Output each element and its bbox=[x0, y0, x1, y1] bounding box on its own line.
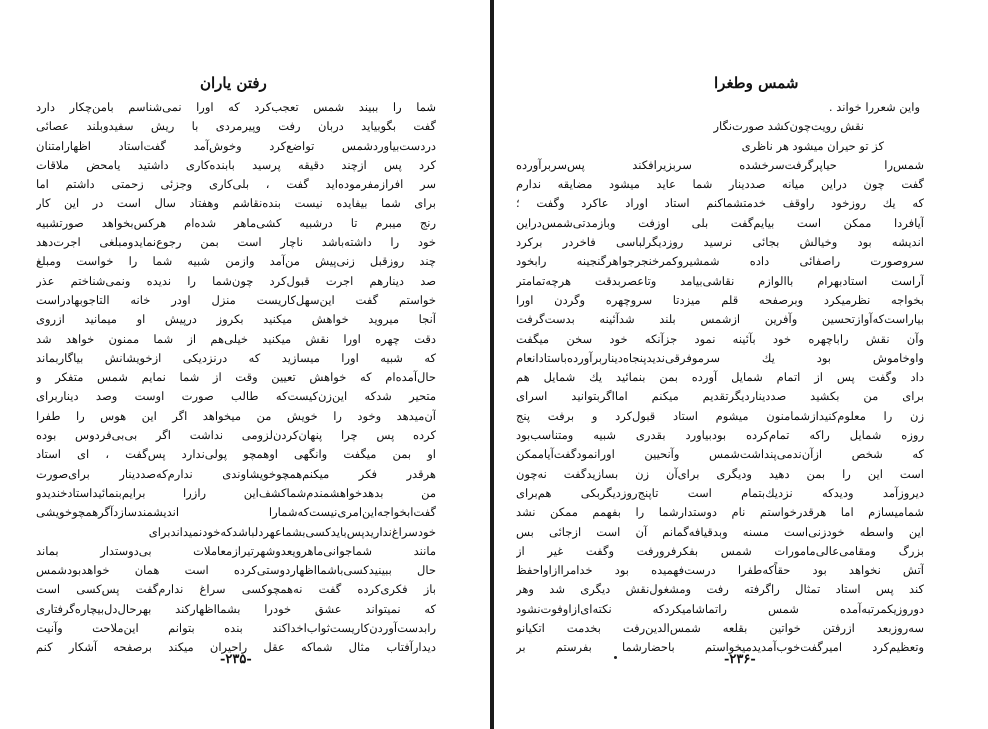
left-page bbox=[0, 0, 490, 729]
running-title: شمس وطغرا bbox=[714, 74, 799, 92]
text-line: خود را داشته‌باشد ناچار است بمن رجوع‌نمایدومبلغی اجرت‌دهد bbox=[36, 235, 436, 250]
text-line: داد وگفت پس از اتمام شمایل آورده بمن بنمائید یك شمایل هم bbox=[516, 370, 924, 385]
text-line: حال‌آمده‌ام که خواهش تعیین وقت از شما نمایم شمس متفکر و bbox=[36, 370, 436, 385]
text-line: گفت‌ابخواجه‌این‌امری‌نیست‌که‌شمارا اندیشمندسازدآگرهمچوخویشی bbox=[36, 505, 436, 520]
text-line: صد دینارهم اجرت قبول‌کرد چون‌شما را ندیده ونمی‌شناختم عذر bbox=[36, 273, 436, 288]
text-line: باز فکری‌کرده گفت نه‌همچوکسی سراغ ندارم‌گفت پس‌کسی است bbox=[36, 582, 436, 597]
text-line: آتش نخواهد بود حقاً‌که‌طفرا درست‌فهمیده بود خدامرااز‌اوا‌حفظ bbox=[516, 563, 924, 578]
text-line: کرده پس چرا پنهان‌کردن‌لزومی نداشت اگر بی‌بی‌فردوس بوده bbox=[36, 428, 436, 443]
text-line: شمس‌را حیاپرگرفت‌سرخشده سربزیرافکند پس‌سربرآورده bbox=[516, 157, 924, 172]
running-title: رفتن یاران bbox=[200, 74, 267, 92]
text-line: گفت بگوبیاید دربان رفت وپیرمردی با ریش سفیدوبلند عصائی bbox=[36, 119, 436, 134]
text-line: این واسطه خودزنی‌است مسنه وبدقیافه‌گمانم آن است ازجائی بس bbox=[516, 524, 924, 539]
text-line: آنجا میروید خواهش میکنید بکروز درپیش او میمانید ازروی bbox=[36, 312, 436, 327]
text-line: سروصورت راصفائی داده شمشیروکمرخنجرجواهرگنجینه رابخود bbox=[516, 254, 924, 269]
ink-dot bbox=[614, 656, 617, 659]
text-line: دردست‌بیاوردشمس تواضع‌کرد وخوش‌آمد گفت‌استاد اظهار‌امتنان bbox=[36, 138, 436, 153]
right-page bbox=[494, 0, 988, 729]
text-line: دیروزآمد ودیدکه نزدیك‌بتمام است تاپنج‌روزدیگربکی هم‌برای bbox=[516, 485, 924, 500]
text-line: کند پس استاد تمثال راگرفته رفت ومشغول‌نقش دیگری شد وهر bbox=[516, 582, 924, 597]
text-line: هرقدر فکر میکنم‌همچوخویشاوندی ندارم‌که‌صددینار برای‌صورت bbox=[36, 466, 436, 481]
text-line: برای من بکشید صددینار‌دیگر‌تقدیم میکنم امااگر‌بتوانید اسرای bbox=[516, 389, 924, 404]
text-line: حال ببینیدکسی‌باشمااظهاردوستی‌کرده است همان خواهدبودشمس bbox=[36, 563, 436, 578]
text-line: آن‌میدهد وخود را خویش من میخواهد اگر این هوس را طفرا bbox=[36, 408, 436, 423]
page-number: -۲۳۵- bbox=[220, 652, 252, 667]
text-line: برای شما بیفایده نیست بنده‌نقاشم وهفتاد سال است در این کار bbox=[36, 196, 436, 211]
body-text bbox=[36, 98, 436, 658]
text-line: آراست استادبهرام باالوازم نقاشی‌بیامد وتاعصربدقت هرچه‌تمامتر bbox=[516, 273, 924, 288]
text-line: که نمیتواند عشق خودرا بشمااظهار‌کند بهرحال‌دل‌بیچاره‌گرفتاری bbox=[36, 601, 436, 616]
text-line: روزه شمایل راکه تمام‌کرده بودبیاورد بقدری شبیه ومتناسب‌بود bbox=[516, 428, 924, 443]
text-line: چند روزقبل زنی‌پیش من‌آمد وازمن شبیه شما را خواست ومبلغ bbox=[36, 254, 436, 269]
text-line: دیدار‌آفتاب مثال شماکه عقل راحیران میکند برصفحه آشکار کنم bbox=[36, 640, 436, 655]
text-line: شما را ببیند شمس تعجب‌کرد که اورا نمی‌شناسم بامن‌چکار دارد bbox=[36, 100, 436, 114]
text-line: رابدست‌آوردن‌کاریست‌ثواب‌اخداکند بنده بتوانم این‌ملاحت وآنیت bbox=[36, 621, 436, 636]
text-line: وآن نقش رابا‌چهره خود بآئینه نمود جزآنکه خود سخن میگفت bbox=[516, 331, 924, 346]
text-line: متحیر شدکه این‌زن‌کیست‌که طالب صورت اوست وصد دینار‌برای bbox=[36, 389, 436, 404]
text-line: دقت چهره اورا نقش میکنید خیلی‌هم از شما ممنون خواهد شد bbox=[36, 331, 436, 346]
text-line: واوخاموش بود یك سرموفرقی‌ندید‌پنجاه‌دینار‌برآورده‌باستادانعام bbox=[516, 350, 924, 365]
text-line: وتعظیم‌کرد امیر‌گفت‌خوب‌آمدیدمیخواستم باحضارشما بفرستم بر bbox=[516, 640, 924, 655]
text-line: زن را معلوم‌کنیدازشمامنون میشوم استاد قبول‌کرد و برفت پنج bbox=[516, 408, 924, 423]
text-line: خواستم گفت این‌سهل‌کاریست منزل اودر خانه التاجوبهادراست bbox=[36, 292, 436, 307]
text-line: شمامیسازم اما هرقدرخواستم نام دوستدارشما را بفهمم ممکن نشد bbox=[516, 505, 924, 520]
text-line: سه‌روزبعد ازرفتن خواتین بقلعه شمس‌الدین‌رفت بخدمت اتکیانو bbox=[516, 621, 924, 636]
text-line: آیافردا ممکن است بیایم‌گفت بلی اوزفت وبازمدتی‌شمس‌دراین bbox=[516, 215, 924, 230]
text-line: خودسراغ‌نداریدپس‌بایدکسی‌بشماعهردلباشدکه‌خودنمیداندبرای bbox=[148, 524, 436, 539]
verse-line: نقش رویت‌چون‌کشد صورت‌نگار bbox=[713, 119, 864, 134]
text-line: گفت چون دراین میانه صددینار شما عاید میشود مضایقه ندارم bbox=[516, 177, 924, 192]
text-line: دوروزیکمرتبه‌آمده شمس راتماشامیکرد‌که نکته‌ای‌ازاوفوت‌نشود bbox=[516, 601, 924, 616]
page-number: -۲۳۶- bbox=[724, 652, 756, 667]
text-line: من بدهد‌خواهشمندم‌شماکشف‌این رازرا برایم‌بنمائیداستادخندیدو bbox=[36, 485, 436, 500]
text-line: رنج میبرم تا درشبیه کشی‌ماهر شده‌ام هرکس‌بخواهد صورتشبیه bbox=[36, 215, 436, 230]
text-line: واین شعررا خواند . bbox=[828, 100, 920, 114]
text-line: است این را بمن دهید ودیگری برای‌آن زن بسازید‌گفت نه‌چون bbox=[516, 466, 924, 481]
verse-line: کز تو حیران میشود هر ناظری bbox=[741, 138, 884, 153]
text-line: اندیشه بود وخیالش بجائی نرسید روزدیگرلباسی فاخردر برکرد bbox=[516, 235, 924, 250]
text-line: که شخص ازآن‌ندمی‌پنداشت‌شمس وآنحیین اورانمود‌گفت‌آیا‌ممکن bbox=[516, 447, 924, 462]
text-line: بخواجه نظرمیکرد وبرصفحه قلم میزدتا سروچهره وگردن اورا bbox=[516, 292, 924, 307]
text-line: مانند شماجوانی‌ماهرویعدوشهرتیرازمعاملات بی‌دوستدار بماند bbox=[36, 543, 436, 558]
text-line: سر افراز‌مفرموده‌اید گفت ، بلی‌کاری وجزئی زحمتی داشتم اما bbox=[36, 177, 436, 192]
text-line: او بمن میگفت وانگهی اوهمچو پولی‌ندارد پس‌گفت ، ای استاد bbox=[36, 447, 436, 462]
text-line: کرد پس ازچند دقیقه پرسید بابنده‌کاری داشتید یامحض ملاقات bbox=[36, 157, 436, 172]
text-line: بزرگ ومقامی‌عالی‌مامورات شمس بفکرفرورفت وگفت غیر از bbox=[516, 543, 924, 558]
text-line: بیاراست‌که‌آوازتحسین وآفرین ازشمس بلند شدآئینه بدست‌گرفت bbox=[516, 312, 924, 327]
text-line: که یك روزخود راوقف خدمتشماکنم استاد اوراد عاکرد وگفت ؛ bbox=[516, 196, 924, 211]
text-line: که شبیه اورا میسازید که درنزدیکی ازخویشانش بیاگاربماند bbox=[36, 350, 436, 365]
body-text bbox=[516, 98, 924, 658]
